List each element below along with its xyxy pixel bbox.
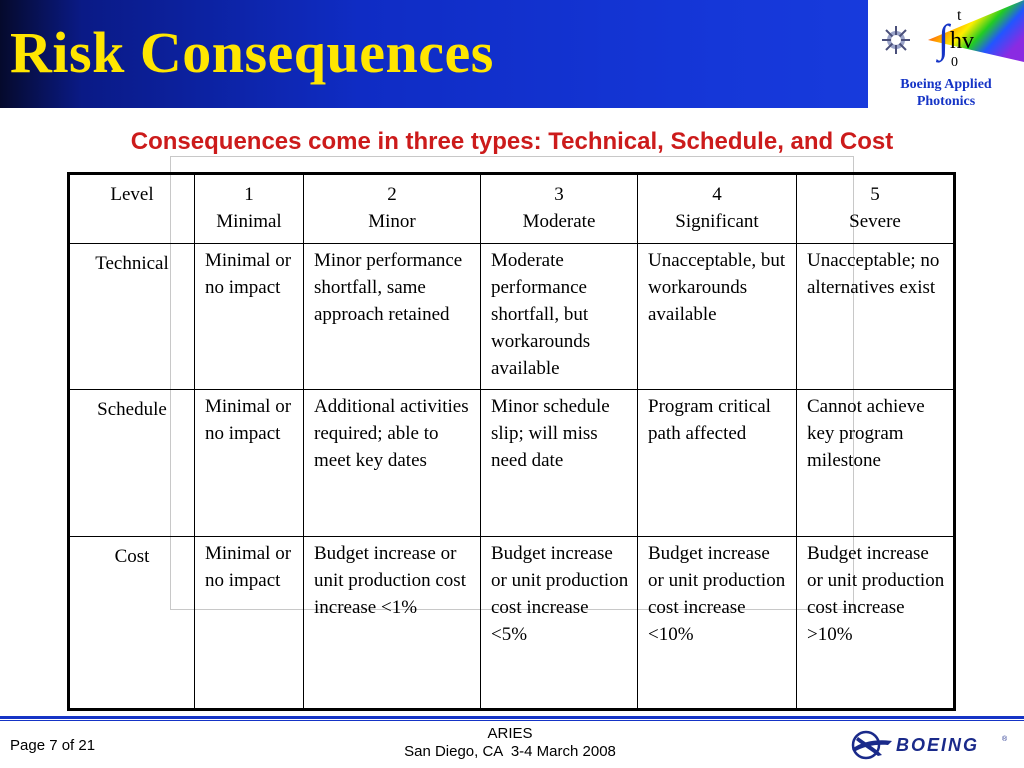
table-cell: Budget increase or unit production cost increase <1% <box>304 537 481 710</box>
header-cell-level-2: 2 Minor <box>304 174 481 244</box>
header-cell-level-4: 4 Significant <box>638 174 797 244</box>
photonics-logo <box>868 0 1024 108</box>
footer-location-date: San Diego, CA 3-4 March 2008 <box>404 743 616 760</box>
svg-text:∫: ∫ <box>938 16 949 61</box>
footer-divider <box>0 716 1024 719</box>
table-cell: Minor performance shortfall, same approach retained <box>304 244 481 390</box>
table-cell: Cannot achieve key program milestone <box>797 390 955 537</box>
table-cell: Minimal or no impact <box>195 537 304 710</box>
svg-text:®: ® <box>1002 736 1008 743</box>
footer-divider-thin <box>0 720 1024 721</box>
table-cell: Budget increase or unit production cost increase <5% <box>481 537 638 710</box>
page-number: Page 7 of 21 <box>10 737 96 754</box>
boeing-logo <box>848 725 1018 763</box>
header-cell-level-5: 5 Severe <box>797 174 955 244</box>
boeing-symbol-icon <box>852 732 892 758</box>
subtitle: Consequences come in three types: Technical, Schedule, and Cost <box>130 128 894 155</box>
table-cell: Minimal or no impact <box>195 244 304 390</box>
table-cell: Budget increase or unit production cost increase >10% <box>797 537 955 710</box>
table-row-technical <box>69 244 955 390</box>
logo-symbol-bottom: 0 <box>951 55 958 70</box>
logo-caption <box>868 76 1024 110</box>
table-cell: Unacceptable; no alternatives exist <box>797 244 955 390</box>
logo-caption-line1: Boeing Applied <box>900 77 992 92</box>
table-cell: Program critical path affected <box>638 390 797 537</box>
header-cell-level: Level <box>69 174 195 244</box>
logo-symbol-main: hv <box>950 28 974 54</box>
table-header-row <box>69 174 955 244</box>
table-cell: Additional activities required; able to meet key dates <box>304 390 481 537</box>
table-row-cost <box>69 537 955 710</box>
page-title: Risk Consequences <box>10 20 494 85</box>
title-banner <box>0 0 1024 108</box>
table-cell: Moderate performance shortfall, but workarounds available <box>481 244 638 390</box>
header-cell-level-3: 3 Moderate <box>481 174 638 244</box>
header-cell-level-1: 1 Minimal <box>195 174 304 244</box>
footer-event-info <box>380 725 640 761</box>
row-label-schedule: Schedule <box>69 390 195 537</box>
table-cell: Minimal or no impact <box>195 390 304 537</box>
footer-event: ARIES <box>487 725 533 742</box>
table-cell: Minor schedule slip; will miss need date <box>481 390 638 537</box>
logo-symbol-top: t <box>957 7 962 24</box>
risk-consequence-table <box>67 172 956 711</box>
rainbow-logo-icon <box>868 0 1024 76</box>
table-row-schedule <box>69 390 955 537</box>
logo-caption-line2: Photonics <box>916 94 976 109</box>
row-label-cost: Cost <box>69 537 195 710</box>
table-cell: Unacceptable, but workarounds available <box>638 244 797 390</box>
table-cell: Budget increase or unit production cost increase <10% <box>638 537 797 710</box>
row-label-technical: Technical <box>69 244 195 390</box>
boeing-wordmark: BOEING <box>896 735 980 755</box>
